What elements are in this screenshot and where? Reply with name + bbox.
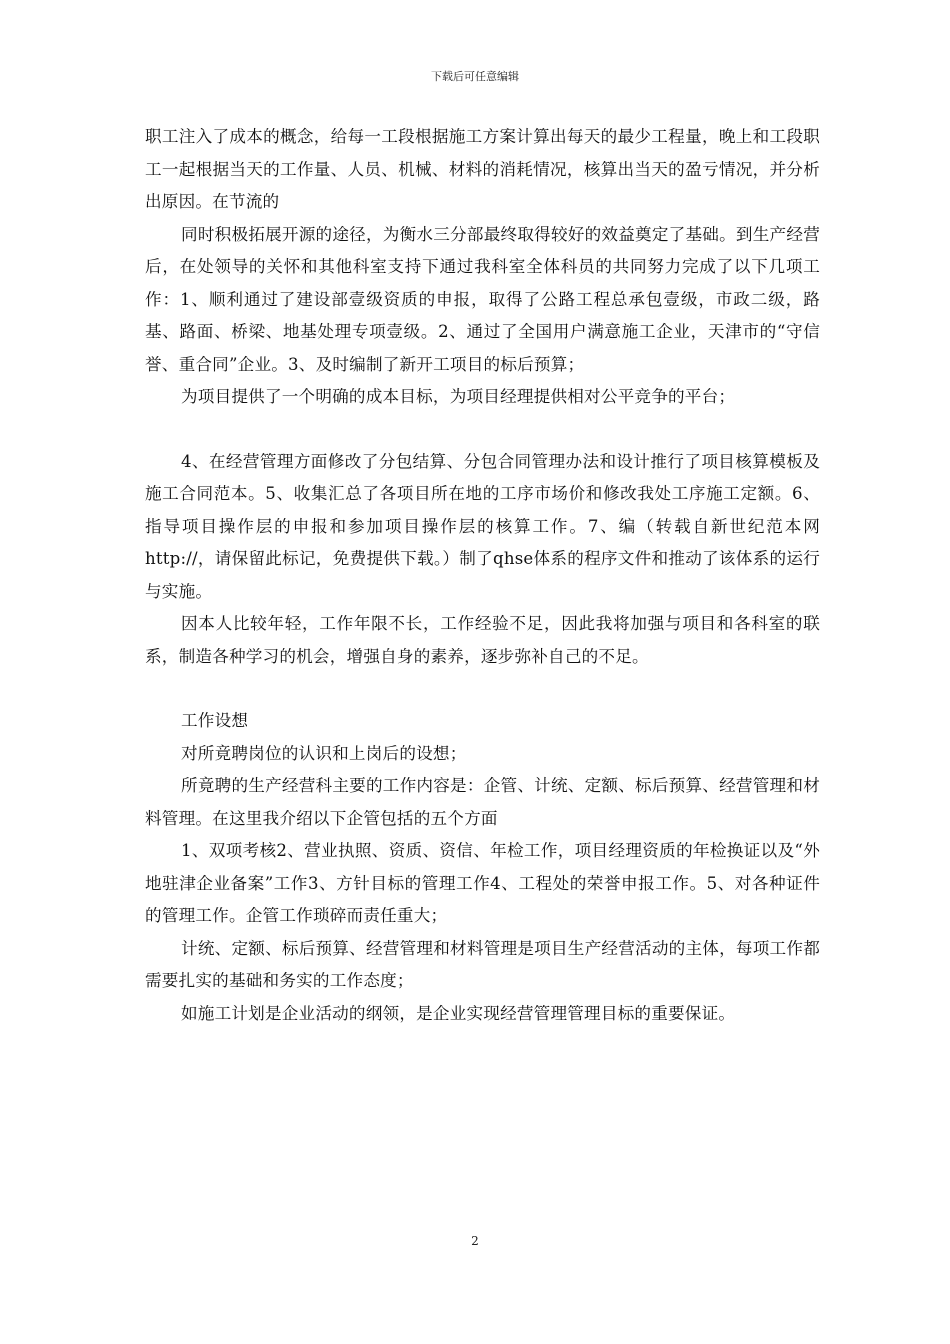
paragraph-1: 职工注入了成本的概念，给每一工段根据施工方案计算出每天的最少工程量，晚上和工段职工一起根据当天的工作量、人员、机械、材料的消耗情况，核算出当天的盈亏情况，并分析出原因。在节流的 (145, 127, 820, 211)
paragraph-3: 为项目提供了一个明确的成本目标，为项目经理提供相对公平竞争的平台； (181, 387, 736, 406)
paragraph-4: 4、在经营管理方面修改了分包结算、分包合同管理办法和设计推行了项目核算模板及施工合同范本。5、收集汇总了各项目所在地的工序市场价和修改我处工序施工定额。6、指导项目操作层的申报和参加项目操作层的核算工作。7、编（转载自新世纪范本网http://，请保留此标记，免费提供下载。）制了qhse体系的程序文件和推动了该体系的运行与实施。 (145, 451, 820, 601)
section-heading: 工作设想 (181, 711, 249, 730)
page-number: 2 (471, 1234, 479, 1248)
paragraph-7: 所竟聘的生产经营科主要的工作内容是：企管、计统、定额、标后预算、经营管理和材料管理。在这里我介绍以下企管包括的五个方面 (145, 776, 820, 828)
document-body (145, 121, 820, 1030)
paragraph-9: 计统、定额、标后预算、经营管理和材料管理是项目生产经营活动的主体，每项工作都需要扎实的基础和务实的工作态度； (145, 938, 820, 990)
page-header: 下载后可任意编辑 (431, 70, 519, 83)
paragraph-gap (145, 414, 820, 446)
paragraph-5: 因本人比较年轻，工作年限不长，工作经验不足，因此我将加强与项目和各科室的联系，制造各种学习的机会，增强自身的素养，逐步弥补自己的不足。 (145, 614, 820, 666)
paragraph-6: 对所竟聘岗位的认识和上岗后的设想； (181, 743, 467, 763)
paragraph-8: 1、双项考核2、营业执照、资质、资信、年检工作，项目经理资质的年检换证以及“外地驻津企业备案”工作3、方针目标的管理工作4、工程处的荣誉申报工作。5、对各种证件的管理工作。企管工作琐碎而责任重大； (145, 841, 820, 925)
paragraph-gap (145, 673, 820, 705)
paragraph-10: 如施工计划是企业活动的纲领，是企业实现经营管理管理目标的重要保证。 (181, 1003, 736, 1023)
paragraph-2: 同时积极拓展开源的途径，为衡水三分部最终取得较好的效益奠定了基础。到生产经营后，在处领导的关怀和其他科室支持下通过我科室全体科员的共同努力完成了以下几项工作：1、顺利通过了建设部壹级资质的申报，取得了公路工程总承包壹级，市政二级，路基、路面、桥梁、地基处理专项壹级。2、通过了全国用户满意施工企业，天津市的“守信誉、重合同”企业。3、及时编制了新开工项目的标后预算； (145, 224, 820, 374)
